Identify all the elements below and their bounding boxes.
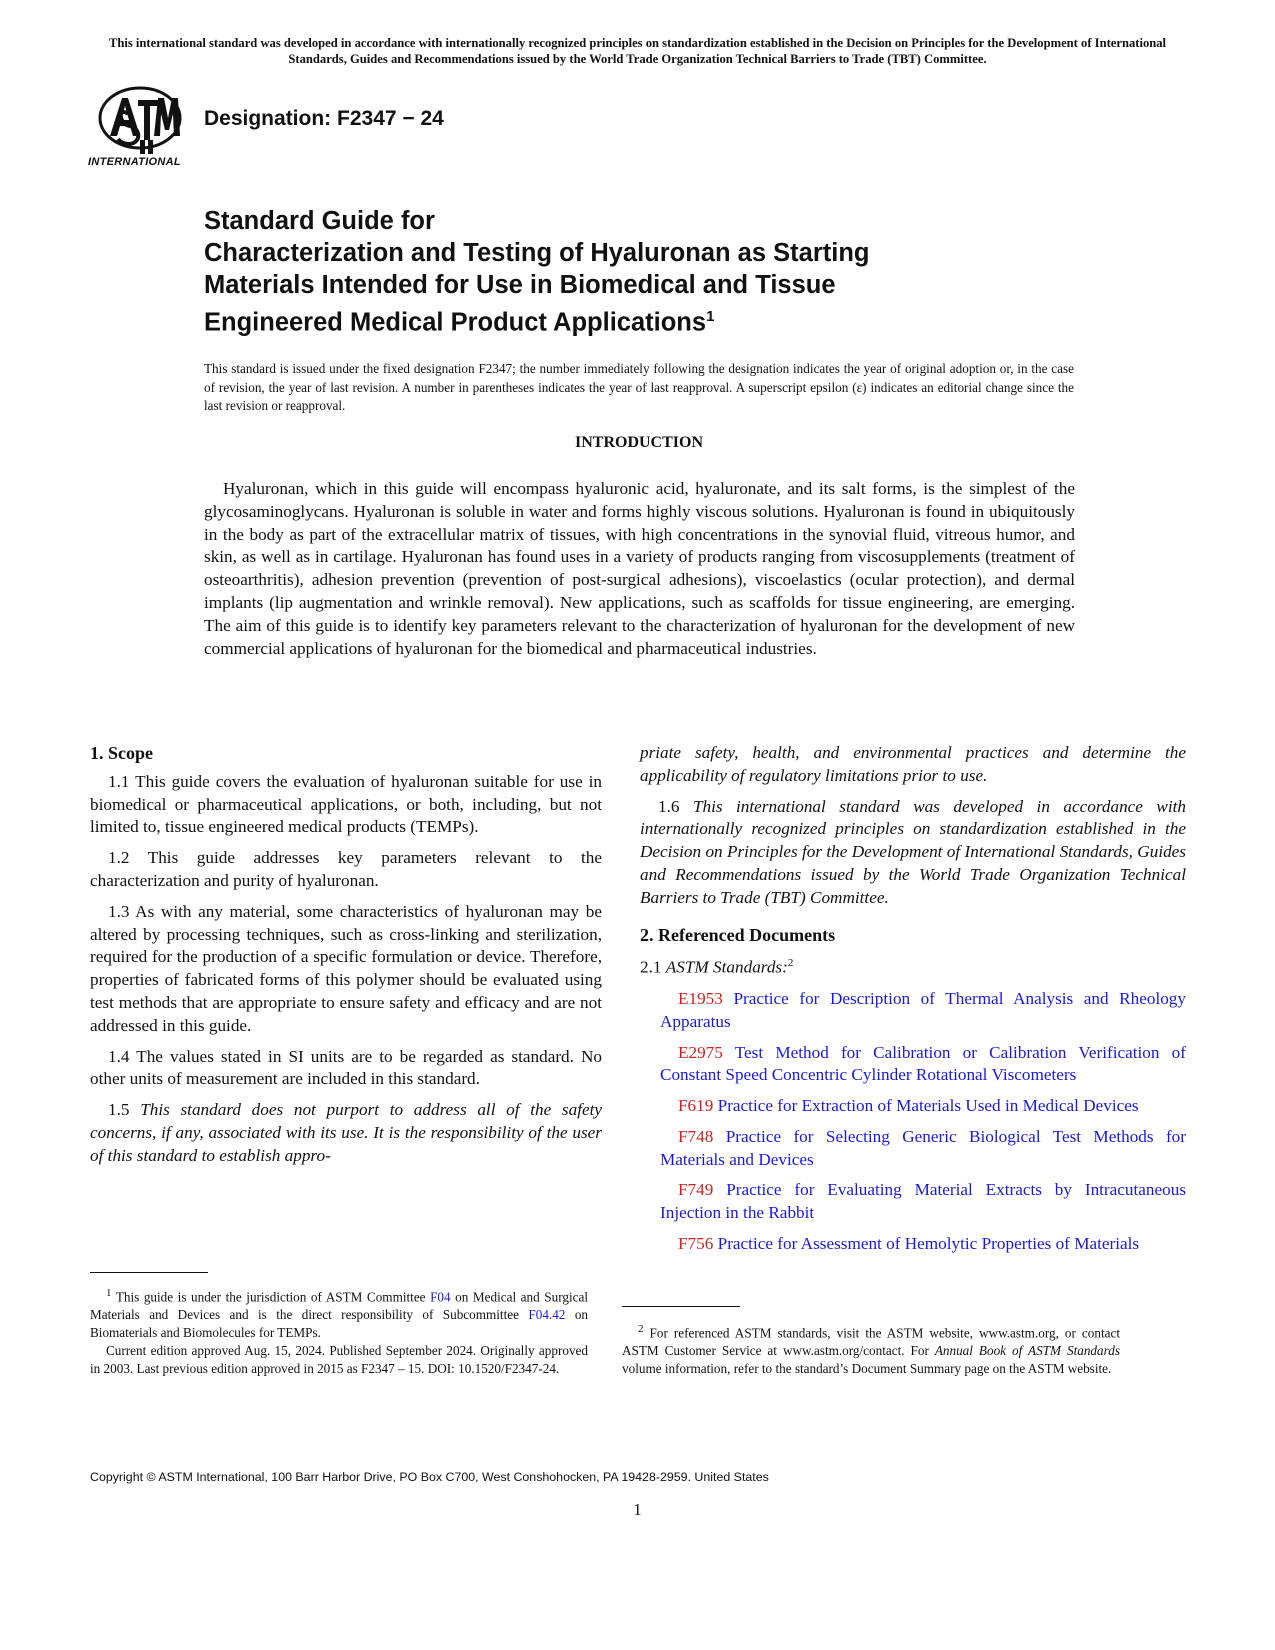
designation: Designation: F2347 − 24 <box>204 107 444 130</box>
title-line-1: Standard Guide for <box>204 207 435 235</box>
title-footnote-mark: 1 <box>706 308 715 325</box>
subcommittee-link[interactable]: F04.42 <box>528 1307 566 1323</box>
introduction-text: Hyaluronan, which in this guide will encompass hyaluronic acid, hyaluronate, and its salt forms, is the simplest of the glycosaminoglycans. Hyaluronan is soluble in water and forms highly viscous solutions. Hyaluronan is found in ubiquitously in the body as part of the extracellular matrix of tissues, with high concentrations in the synovial fluid, vitreous humor, and skin, as well as in cartilage. Hyaluronan has found uses in a variety of products ranging from viscosupplements (treatment of osteoarthritis), adhesion prevention (prevention of post-surgical adhesions), viscoelastics (ocular protection), and dermal implants (lip augmentation and wrinkle removal). New applications, such as scaffolds for tissue engineering, are emerging. The aim of this guide is to identify key parameters relevant to the characterization of hyaluronan for the development of new commercial applications of hyaluronan for the biomedical and pharmaceutical industries. <box>204 479 1075 658</box>
astm-standards-subheading: 2.1 ASTM Standards:$^2$ <box>640 957 794 978</box>
title-line-3: Materials Intended for Use in Biomedical and Tissue <box>204 271 836 299</box>
title-line-2: Characterization and Testing of Hyaluronan as Starting <box>204 239 870 267</box>
scope-heading: 1. Scope <box>90 743 153 763</box>
reference-code: E1953 <box>678 988 723 1008</box>
reference-item[interactable] <box>640 1179 1186 1225</box>
reference-item[interactable] <box>640 1042 1186 1088</box>
reference-title: Practice for Selecting Generic Biological Test Methods for Materials and Devices <box>660 1126 1187 1169</box>
edition-note: Current edition approved Aug. 15, 2024. Published September 2024. Originally approved in 2003. Last previous edition approved in 2015 as F2347 – 15. DOI: 10.1520/F2347-24. <box>90 1343 588 1377</box>
reference-item[interactable] <box>640 988 1186 1034</box>
reference-item[interactable] <box>640 1126 1186 1172</box>
copyright: Copyright © ASTM International, 100 Barr Harbor Drive, PO Box C700, West Conshohocken, PA 19428-2959. United States <box>90 1470 769 1484</box>
issued-note: This standard is issued under the fixed designation F2347; the number immediately following the designation indicates the year of original adoption or, in the case of revision, the year of last revision. A number in parentheses indicates the year of last reapproval. A superscript epsilon (ε) indicates an editorial change since the last revision or reapproval. <box>204 361 1074 413</box>
reference-code: F748 <box>678 1126 714 1146</box>
section-1-3: 1.3 As with any material, some characteristics of hyaluronan may be altered by processing techniques, such as cross-linking and sterilization, required for the production of a specific formulation or device. Therefore, properties of fabricated forms of this polymer should be evaluated using test methods that are appropriate to ensure safety and efficacy and are not addressed in this guide. <box>90 901 602 1035</box>
footnote-rule-right <box>622 1306 740 1307</box>
section-1-6-number: 1.6 <box>658 796 693 816</box>
reference-code: F619 <box>678 1096 714 1116</box>
section-1-6 <box>640 796 1186 910</box>
introduction-heading: INTRODUCTION <box>574 434 703 451</box>
logo-text: INTERNATIONAL <box>88 156 181 168</box>
document-title <box>204 205 1104 339</box>
wto-notice: This international standard was developed in accordance with internationally recognized principles on standardization established in the Decision on Principles for the Development of International Standards, Guides and Recommendations issued by the World Trade Organization Technical Barriers to Trade (TBT) Committee. <box>108 36 1167 66</box>
reference-title: Practice for Assessment of Hemolytic Properties of Materials <box>717 1234 1140 1254</box>
committee-link[interactable]: F04 <box>430 1289 451 1305</box>
section-1-2: 1.2 This guide addresses key parameters relevant to the characterization and purity of hyaluronan. <box>90 848 602 890</box>
referenced-documents-heading: 2. Referenced Documents <box>640 924 836 945</box>
section-1-6-text: This international standard was developed in accordance with internationally recognized principles on standardization established in the Decision on Principles for the Development of International Standards, Guides and Recommendations issued by the World Trade Organization Technical Barriers to Trade (TBT) Committee. <box>640 796 1186 907</box>
reference-item[interactable] <box>640 1233 1186 1256</box>
reference-title: Practice for Extraction of Materials Used in Medical Devices <box>717 1096 1139 1116</box>
right-column <box>640 742 1186 1264</box>
astm-logo <box>88 84 192 172</box>
section-1-4: 1.4 The values stated in SI units are to be regarded as standard. No other units of measurement are included in this standard. <box>90 1046 602 1089</box>
footnote-rule-left <box>90 1272 208 1273</box>
reference-list <box>640 988 1186 1256</box>
reference-code: F749 <box>678 1180 714 1200</box>
reference-title: Test Method for Calibration or Calibration Verification of Constant Speed Concentric Cylinder Rotational Viscometers <box>660 1042 1186 1085</box>
reference-code: F756 <box>678 1234 714 1254</box>
reference-code: E2975 <box>678 1042 723 1062</box>
section-1-5 <box>90 1099 602 1167</box>
left-column <box>90 742 602 1176</box>
section-1-5-number: 1.5 <box>108 1100 141 1120</box>
page-number: 1 <box>633 1500 642 1519</box>
footnote-1: $^1$ This guide is under the jurisdiction of ASTM Committee F04 on Medical and Surgical Materials and Devices and is the direct responsibility of Subcommittee F04.42 on Biomaterials and Biomolecules for TEMPs. Current edition approved Aug. 15, 2024. Published September 2024. Originally approved in 2003. Last previous edition approved in 2015 as F2347 – 15. DOI: 10.1520/F2347-24. <box>90 1287 589 1377</box>
section-1-5-continued: priate safety, health, and environmental practices and determine the applicability of regulatory limitations prior to use. <box>640 743 1186 785</box>
reference-title: Practice for Evaluating Material Extracts by Intracutaneous Injection in the Rabbit <box>660 1180 1187 1223</box>
reference-item[interactable] <box>640 1095 1186 1118</box>
section-1-5-text: This standard does not purport to address all of the safety concerns, if any, associated with its use. It is the responsibility of the user of this standard to establish appro- <box>90 1100 603 1165</box>
reference-title: Practice for Description of Thermal Analysis and Rheology Apparatus <box>660 988 1186 1031</box>
section-1-1: 1.1 This guide covers the evaluation of hyaluronan suitable for use in biomedical or pharmaceutical applications, or both, including, but not limited to, tissue engineered medical products (TEMPs). <box>90 771 602 837</box>
footnote-2: $^2$ For referenced ASTM standards, visit the ASTM website, www.astm.org, or contact ASTM Customer Service at www.astm.org/contact. For Annual Book of ASTM Standards volume information, refer to the standard’s Document Summary page on the ASTM website. <box>622 1323 1120 1377</box>
title-line-4: Engineered Medical Product Applications <box>204 308 707 337</box>
